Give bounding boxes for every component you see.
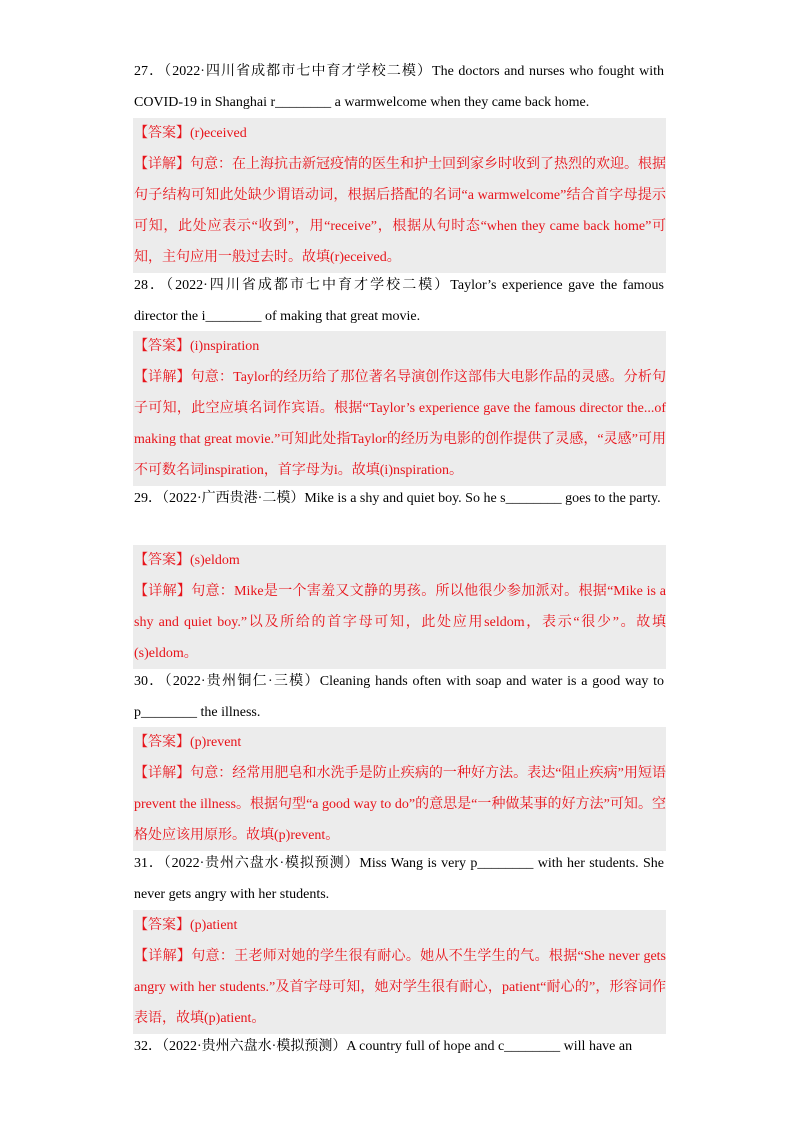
question-27-answer: 【答案】(r)eceived <box>134 126 247 141</box>
question-29-answer-box <box>133 545 666 669</box>
question-30-answer: 【答案】(p)revent <box>134 735 242 750</box>
question-27-answer-box <box>133 118 666 273</box>
question-28-answer-box <box>133 331 666 486</box>
question-31-answer-box <box>133 910 666 1034</box>
question-27-explanation: 【详解】句意：在上海抗击新冠疫情的医生和护士回到家乡时收到了热烈的欢迎。根据句子结构可知此处缺少谓语动词，根据后搭配的名词“a warmwelcome”结合首字母提示可知，此处应表示“收到”，用“receive”，根据从句时态“when they came back home”可知，主句应用一般过去时。故填(r)eceived。 <box>134 157 666 265</box>
question-31-answer: 【答案】(p)atient <box>134 918 238 933</box>
question-28-explanation: 【详解】句意：Taylor的经历给了那位著名导演创作这部伟大电影作品的灵感。分析句子可知，此空应填名词作宾语。根据“Taylor’s experience gave the famous director the...of making that great movie.”可知此处指Taylor的经历为电影的创作提供了灵感，“灵感”可用不可数名词inspiration，首字母为i。故填(i)nspiration。 <box>134 370 666 478</box>
question-31-stem: 31．（2022·贵州六盘水·模拟预测）Miss Wang is very p________ with her students. She never gets angry with her students. <box>134 856 664 902</box>
question-32-stem: 32．（2022·贵州六盘水·模拟预测）A country full of hope and c________ will have an <box>134 1039 633 1054</box>
question-29-stem: 29．（2022·广西贵港·二模）Mike is a shy and quiet boy. So he s________ goes to the party. <box>134 491 661 506</box>
question-27-stem: 27．（2022·四川省成都市七中育才学校二模）The doctors and nurses who fought with COVID-19 in Shanghai r________ a warmwelcome when they came back home. <box>134 64 664 110</box>
question-31-explanation: 【详解】句意：王老师对她的学生很有耐心。她从不生学生的气。根据“She never gets angry with her students.”及首字母可知，她对学生很有耐心，patient“耐心的”，形容词作表语，故填(p)atient。 <box>134 949 666 1026</box>
question-30-stem: 30．（2022·贵州铜仁·三模）Cleaning hands often with soap and water is a good way to p________ the illness. <box>134 674 664 720</box>
question-29-answer: 【答案】(s)eldom <box>134 553 240 568</box>
question-29-explanation: 【详解】句意：Mike是一个害羞又文静的男孩。所以他很少参加派对。根据“Mike is a shy and quiet boy.”以及所给的首字母可知，此处应用seldom，表示“很少”。故填(s)eldom。 <box>134 584 666 661</box>
question-30-explanation: 【详解】句意：经常用肥皂和水洗手是防止疾病的一种好方法。表达“阻止疾病”用短语prevent the illness。根据句型“a good way to do”的意思是“一种做某事的好方法”可知。空格处应该用原形。故填(p)revent。 <box>134 766 666 843</box>
question-28-stem: 28．（2022·四川省成都市七中育才学校二模）Taylor’s experience gave the famous director the i________ of making that great movie. <box>134 278 664 324</box>
question-28-answer: 【答案】(i)nspiration <box>134 339 260 354</box>
question-30-answer-box <box>133 727 666 851</box>
